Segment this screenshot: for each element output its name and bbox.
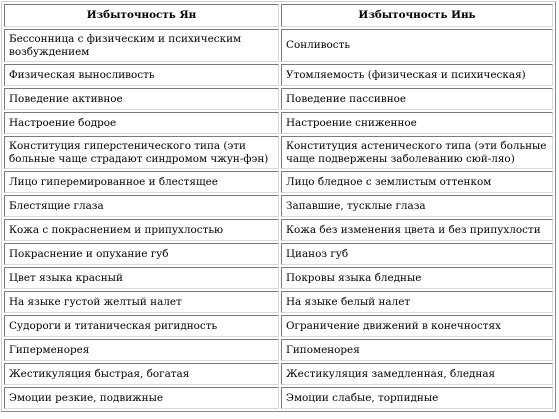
table-row [4,112,553,134]
yin-cell: Лицо бледное с землистым оттенком [281,171,553,193]
table-row [4,64,553,86]
yang-cell: Бессонница с физическим и психическим возбуждением [4,29,279,62]
table-row [4,243,553,265]
table-row [4,88,553,110]
yang-cell: Кожа с покраснением и припухлостью [4,219,279,241]
yang-cell: На языке густой желтый налет [4,291,279,313]
table-row [4,339,553,361]
table-row [4,195,553,217]
yang-cell: Жестикуляция быстрая, богатая [4,363,279,385]
yin-cell: Гипоменорея [281,339,553,361]
yin-cell: Жестикуляция замедленная, бледная [281,363,553,385]
header-yang-excess: Избыточность Ян [4,4,279,27]
yang-yin-comparison-table [1,1,556,412]
yin-cell: Конституция астенического типа (эти больные чаще подвержены заболеванию сюй-ляо) [281,136,553,169]
yin-cell: Ограничение движений в конечностях [281,315,553,337]
yin-cell: На языке белый налет [281,291,553,313]
table-row [4,171,553,193]
yin-cell: Эмоции слабые, торпидные [281,387,553,409]
yang-cell: Поведение активное [4,88,279,110]
yin-cell: Настроение сниженное [281,112,553,134]
yang-cell: Судороги и титаническая ригидность [4,315,279,337]
yang-cell: Настроение бодрое [4,112,279,134]
yin-cell: Утомляемость (физическая и психическая) [281,64,553,86]
yin-cell: Сонливость [281,29,553,62]
yin-cell: Цианоз губ [281,243,553,265]
yin-cell: Запавшие, тусклые глаза [281,195,553,217]
yin-cell: Поведение пассивное [281,88,553,110]
yang-cell: Физическая выносливость [4,64,279,86]
yang-cell: Цвет языка красный [4,267,279,289]
yin-cell: Кожа без изменения цвета и без припухлости [281,219,553,241]
header-yin-excess: Избыточность Инь [281,4,553,27]
table-row [4,219,553,241]
yang-cell: Покраснение и опухание губ [4,243,279,265]
yang-cell: Эмоции резкие, подвижные [4,387,279,409]
table-row [4,136,553,169]
table-row [4,291,553,313]
yang-cell: Лицо гиперемированное и блестящее [4,171,279,193]
yang-cell: Блестящие глаза [4,195,279,217]
table-row [4,29,553,62]
table-row [4,315,553,337]
table-row [4,387,553,409]
yin-cell: Покровы языка бледные [281,267,553,289]
table-row [4,267,553,289]
table-header-row [4,4,553,27]
table-row [4,363,553,385]
yang-cell: Гиперменорея [4,339,279,361]
yang-cell: Конституция гиперстенического типа (эти больные чаще страдают синдромом чжун-фэн) [4,136,279,169]
